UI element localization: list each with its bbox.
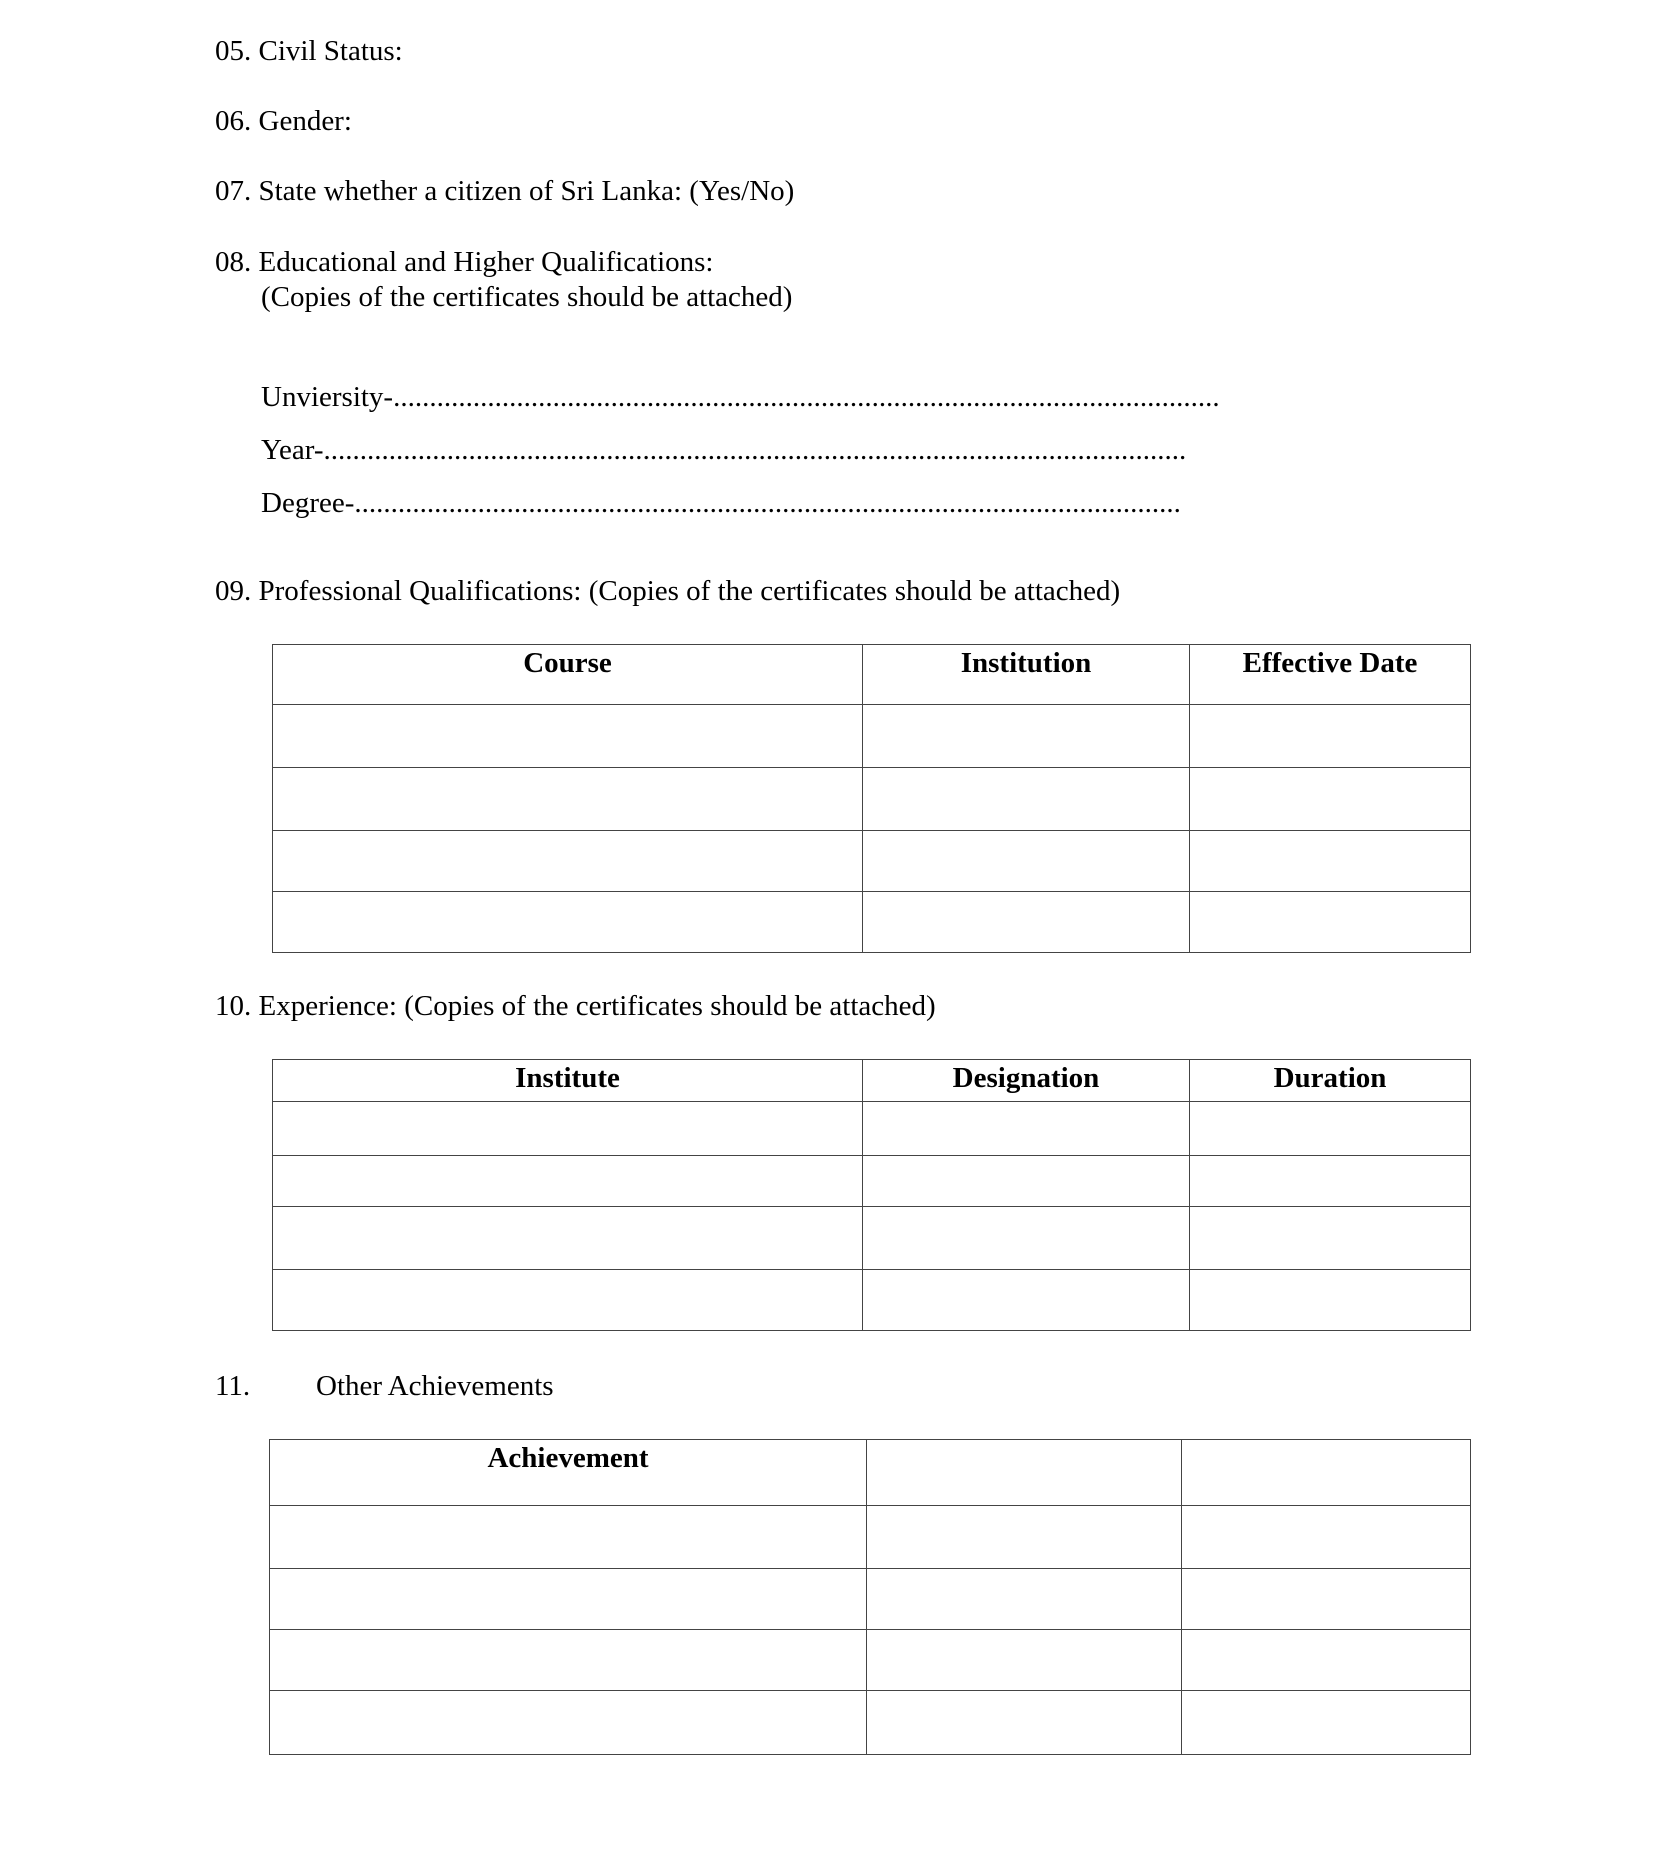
table-cell[interactable] — [270, 1691, 867, 1755]
experience-table — [272, 1059, 1471, 1331]
table-cell[interactable] — [1190, 1207, 1471, 1270]
experience-section-title: 10. Experience: (Copies of the certificates should be attached) — [215, 990, 936, 1022]
table-cell[interactable] — [863, 1102, 1190, 1156]
education-section-title: 08. Educational and Higher Qualifications: — [215, 246, 714, 278]
professional-section-title: 09. Professional Qualifications: (Copies of the certificates should be attached) — [215, 575, 1121, 607]
other-achievements-title: Other Achievements — [316, 1370, 554, 1402]
table-cell[interactable] — [273, 1156, 863, 1207]
degree-dots: .................................................................................................................. — [354, 487, 1181, 519]
other-achievements-number: 11. — [215, 1370, 251, 1402]
table-header-row — [270, 1440, 1471, 1506]
header-effective-date: Effective Date — [1190, 645, 1471, 705]
gender-label: 06. Gender: — [215, 105, 352, 137]
table-cell[interactable] — [867, 1506, 1182, 1569]
table-row — [270, 1506, 1471, 1569]
university-label: Unviersity- — [261, 381, 394, 413]
year-field[interactable] — [261, 434, 1319, 467]
table-cell[interactable] — [1190, 705, 1471, 768]
table-row — [270, 1569, 1471, 1630]
table-cell[interactable] — [273, 892, 863, 953]
table-row — [273, 831, 1471, 892]
table-cell[interactable] — [1190, 831, 1471, 892]
table-cell[interactable] — [867, 1569, 1182, 1630]
table-cell[interactable] — [863, 1207, 1190, 1270]
table-row — [270, 1691, 1471, 1755]
education-section-note: (Copies of the certificates should be attached) — [261, 281, 793, 313]
degree-field[interactable] — [261, 487, 1319, 520]
professional-qualifications-table — [272, 644, 1471, 953]
university-field[interactable] — [261, 381, 1311, 414]
header-institute: Institute — [273, 1060, 863, 1102]
table-cell[interactable] — [1182, 1630, 1471, 1691]
table-header-row — [273, 1060, 1471, 1102]
table-cell[interactable] — [863, 831, 1190, 892]
table-header-row — [273, 645, 1471, 705]
table-row — [273, 892, 1471, 953]
table-cell[interactable] — [270, 1569, 867, 1630]
table-cell[interactable] — [273, 1102, 863, 1156]
table-cell[interactable] — [1190, 892, 1471, 953]
table-cell[interactable] — [867, 1630, 1182, 1691]
table-row — [273, 705, 1471, 768]
table-cell[interactable] — [270, 1506, 867, 1569]
table-cell[interactable] — [863, 768, 1190, 831]
table-row — [273, 1156, 1471, 1207]
table-cell[interactable] — [863, 892, 1190, 953]
table-cell[interactable] — [863, 1156, 1190, 1207]
table-cell[interactable] — [273, 831, 863, 892]
table-cell[interactable] — [1182, 1506, 1471, 1569]
table-row — [273, 768, 1471, 831]
degree-label: Degree- — [261, 487, 355, 519]
table-cell[interactable] — [273, 768, 863, 831]
table-cell[interactable] — [863, 705, 1190, 768]
table-cell[interactable] — [270, 1630, 867, 1691]
table-cell[interactable] — [1190, 1102, 1471, 1156]
year-dots: ....................................................................................................................... — [323, 434, 1187, 466]
table-cell[interactable] — [1182, 1691, 1471, 1755]
civil-status-label: 05. Civil Status: — [215, 35, 403, 67]
citizenship-label: 07. State whether a citizen of Sri Lanka: (Yes/No) — [215, 175, 795, 207]
table-row — [273, 1207, 1471, 1270]
header-blank — [1182, 1440, 1471, 1506]
table-cell[interactable] — [273, 705, 863, 768]
header-institution: Institution — [863, 645, 1190, 705]
table-row — [273, 1102, 1471, 1156]
achievements-table — [269, 1439, 1471, 1755]
table-cell[interactable] — [1182, 1569, 1471, 1630]
table-cell[interactable] — [1190, 1270, 1471, 1331]
header-achievement: Achievement — [270, 1440, 867, 1506]
table-cell[interactable] — [273, 1270, 863, 1331]
header-blank — [867, 1440, 1182, 1506]
table-cell[interactable] — [867, 1691, 1182, 1755]
table-row — [270, 1630, 1471, 1691]
year-label: Year- — [261, 434, 324, 466]
university-dots: .................................................................................................................. — [393, 381, 1220, 413]
header-course: Course — [273, 645, 863, 705]
table-cell[interactable] — [863, 1270, 1190, 1331]
table-cell[interactable] — [1190, 1156, 1471, 1207]
table-cell[interactable] — [273, 1207, 863, 1270]
table-cell[interactable] — [1190, 768, 1471, 831]
header-designation: Designation — [863, 1060, 1190, 1102]
table-row — [273, 1270, 1471, 1331]
header-duration: Duration — [1190, 1060, 1471, 1102]
